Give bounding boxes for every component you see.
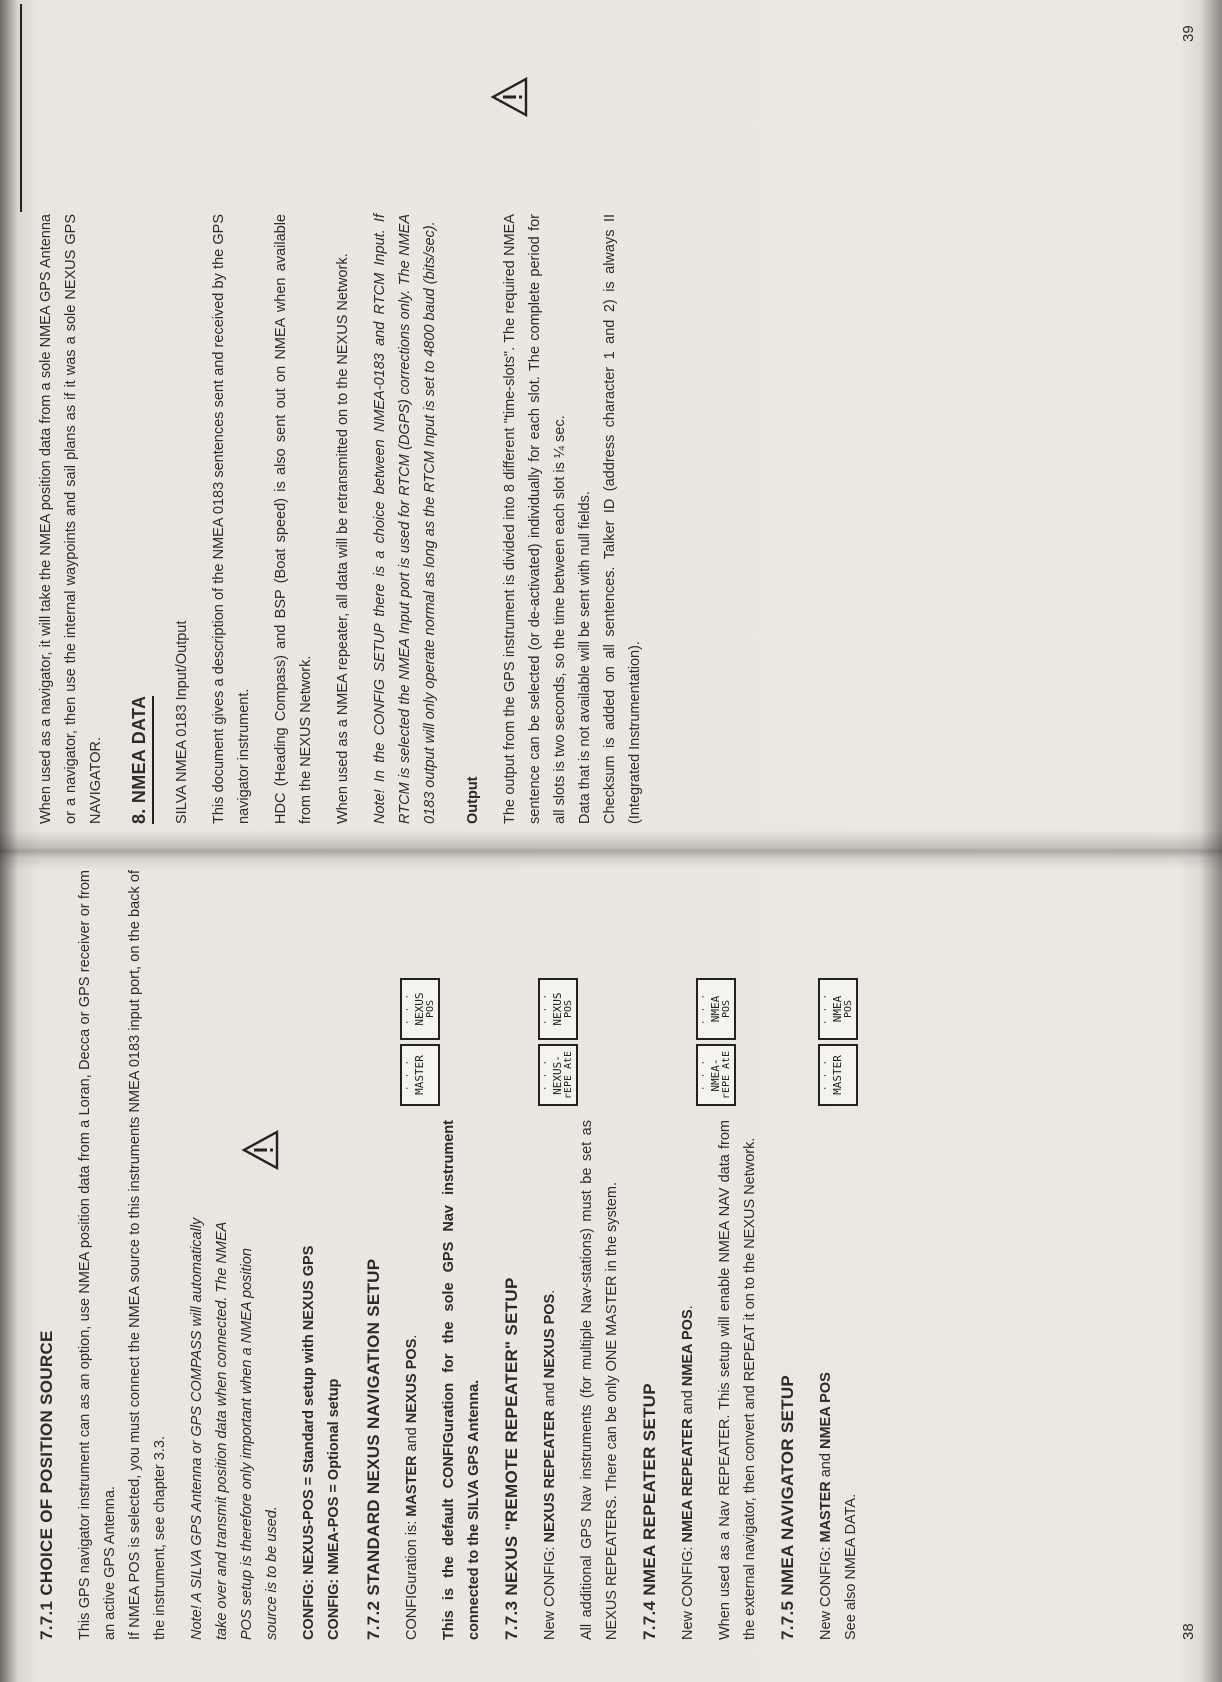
para-773: All additional GPS Nav instruments (for multiple Nav-stations) must be set as NEXUS REPEATERS. There can be only ONE MASTER in the system. [579, 1120, 620, 1640]
lcd-display-pair-3 [696, 978, 736, 1106]
intro-para: When used as a navigator, it will take the NMEA position data from a sole NMEA GPS Antenna or a navigator, then use the internal waypoints and sail plans as if it was a sole NEXUS GPS NAVIGATOR. [38, 214, 104, 824]
output-line-3: Checksum is added on all sentences. Talker ID (address character 1 and 2) is always II (Integrated Instrumentation). [602, 214, 643, 824]
right-page-column [34, 214, 660, 824]
heading-771: 7.7.1 CHOICE OF POSITION SOURCE [37, 1330, 56, 1640]
heading-773: 7.7.3 NEXUS "REMOTE REPEATER" SETUP [502, 1277, 521, 1640]
config-value-b: NEXUS POS [404, 1338, 420, 1424]
section-775-body [814, 870, 864, 1640]
output-line-2: Data that is not available will be sent with null fields. [577, 491, 593, 824]
page-number-right: 39 [1180, 25, 1197, 42]
subtitle: SILVA NMEA 0183 Input/Output [174, 620, 190, 824]
section-773-body [538, 870, 625, 1640]
para1-right: This document gives a description of the NMEA 0183 sentences sent and received by the GPS navigator instrument. [211, 214, 252, 824]
para-771-2: If NMEA POS is selected, you must connect the NMEA source to this instruments NMEA 0183 input port, on the back of the instrument, see chapter 3.3. [127, 870, 168, 1640]
warning-triangle-icon [241, 1130, 281, 1170]
left-page-column [34, 870, 876, 1640]
output-para: The output from the GPS instrument is divided into 8 different "time-slots". The required NMEA sentence can be selected (or de-activated) individually for each slot. The complete period for all slots is two seconds, so the time between each slot is ¼ sec. [502, 214, 568, 824]
heading-774: 7.7.4 NMEA REPEATER SETUP [640, 1383, 659, 1640]
lcd-right: · · · NMEA POS [818, 978, 858, 1040]
see-also: See also NMEA DATA. [843, 1493, 859, 1640]
para-771-1: This GPS navigator instrument can as an option, use NMEA position data from a Loran, Decca or GPS receiver or from an active GPS Antenna. [77, 870, 118, 1640]
bold-default-text: This is the default CONFIGuration for the sole GPS Nav instrument connected to the SILVA GPS Antenna. [441, 1120, 482, 1640]
output-heading: Output [465, 776, 481, 824]
config-774: New CONFIG: NMEA REPEATER and NMEA POS. [680, 1305, 696, 1640]
config-line-2: CONFIG: NMEA-POS = Optional setup [326, 1378, 342, 1640]
heading-775: 7.7.5 NMEA NAVIGATOR SETUP [778, 1374, 797, 1640]
right-page [0, 0, 1222, 832]
section-772-body [400, 870, 487, 1640]
page-number-left: 38 [1180, 1623, 1197, 1640]
config-772 [400, 1160, 425, 1640]
para2-right: HDC (Heading Compass) and BSP (Boat speed) is also sent out on NMEA when available from the NEXUS Network. [273, 214, 314, 824]
config-value-a: MASTER [404, 1455, 420, 1517]
left-page [0, 832, 1222, 1682]
lcd-right: · · · NEXUS POS [538, 978, 578, 1040]
config-and: and [404, 1423, 420, 1456]
para-774: When used as a Nav REPEATER. This setup will enable NMEA NAV data from the external navigator, then convert and REPEAT it on to the NEXUS Network. [717, 1120, 758, 1640]
heading-772: 7.7.2 STANDARD NEXUS NAVIGATION SETUP [364, 1258, 383, 1640]
config-773: New CONFIG: NEXUS REPEATER and NEXUS POS. [542, 1289, 558, 1640]
config-775: New CONFIG: MASTER and NMEA POS [818, 1372, 834, 1640]
note-right: Note! In the CONFIG SETUP there is a choice between NMEA-0183 and RTCM Input. If RTCM is selected the NMEA Input port is used for RTCM (DGPS) corrections only. The NMEA 0183 output will only operate normal as long as the RTCM Input is set to 4800 baud (bits/sec). [372, 214, 438, 824]
config-line-1: CONFIG: NEXUS-POS = Standard setup with NEXUS GPS [301, 1245, 317, 1640]
note-left: Note! A SILVA GPS Antenna or GPS COMPASS will automatically take over and transmit position data when connected. The NMEA POS setup is therefore only important when a NMEA position source is to be used. [189, 1217, 280, 1640]
lcd-display-pair-1 [400, 978, 440, 1106]
lcd-right: · · · NMEA POS [696, 978, 736, 1040]
section-8-heading: 8. NMEA DATA [127, 214, 154, 824]
header-rule [20, 4, 24, 212]
para3-right: When used as a NMEA repeater, all data will be retransmitted on to the NEXUS Network. [335, 253, 351, 824]
lcd-right: · · · NEXUS POS [400, 978, 440, 1040]
lcd-left: · · · MASTER [400, 1044, 440, 1106]
warning-triangle-icon [490, 77, 530, 117]
lcd-display-pair-4 [818, 978, 858, 1106]
lcd-display-pair-2 [538, 978, 578, 1106]
lcd-left: · · · NEXUS- rEPE AtE [538, 1044, 578, 1106]
lcd-left: · · · MASTER [818, 1044, 858, 1106]
note-block-left [185, 870, 285, 1640]
config-end: . [404, 1334, 420, 1339]
config-prefix: CONFIGuration is: [404, 1516, 420, 1640]
section-774-body [676, 870, 763, 1640]
lcd-left: · · · NMEA- rEPE AtE [696, 1044, 736, 1106]
